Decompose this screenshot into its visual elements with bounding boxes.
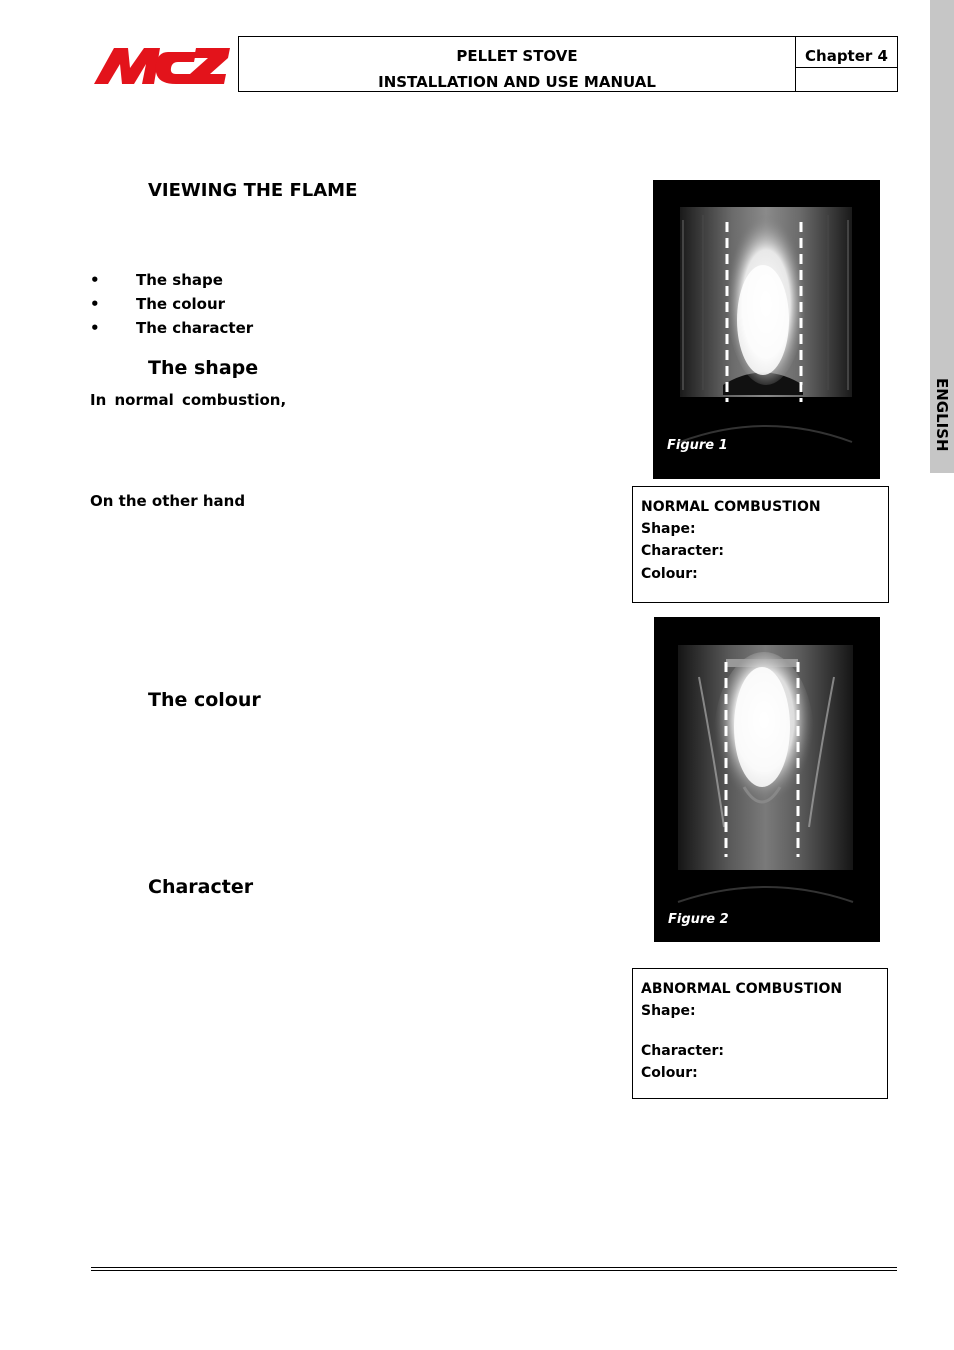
footer-rule (91, 1270, 897, 1271)
other-hand-lead-text: On the other hand (90, 492, 246, 510)
abnormal-combustion-title: ABNORMAL COMBUSTION (641, 981, 843, 997)
abnormal-colour-label: Colour: (641, 1065, 698, 1081)
abnormal-shape-label: Shape: (641, 1003, 696, 1019)
normal-character-label: Character: (641, 543, 725, 559)
normal-combustion-box (632, 486, 889, 603)
list-item: • The shape (90, 271, 223, 289)
figure-1-photo (653, 180, 880, 479)
language-label: ENGLISH (933, 378, 951, 452)
mcz-logo (92, 44, 232, 86)
chapter-box (795, 36, 898, 92)
shape-heading: The shape (148, 357, 259, 379)
figure-1-caption: Figure 1 (667, 438, 728, 453)
list-item: • The character (90, 319, 254, 337)
figure-2-photo (654, 617, 880, 942)
header-title-line1: PELLET STOVE (456, 47, 578, 65)
footer-rule (91, 1267, 897, 1268)
abnormal-character-label: Character: (641, 1043, 725, 1059)
language-tab (930, 0, 954, 473)
colour-heading: The colour (148, 689, 261, 711)
chapter-label: Chapter 4 (796, 37, 897, 68)
header-title-line2: INSTALLATION AND USE MANUAL (378, 73, 656, 91)
normal-shape-label: Shape: (641, 521, 696, 537)
figure-2-caption: Figure 2 (668, 912, 729, 927)
header-title-box (238, 36, 796, 92)
list-item: • The colour (90, 295, 226, 313)
abnormal-combustion-box (632, 968, 888, 1099)
shape-lead-text: In normal combustion, (90, 391, 287, 409)
section-title: VIEWING THE FLAME (148, 180, 358, 201)
character-heading: Character (148, 876, 254, 898)
normal-combustion-title: NORMAL COMBUSTION (641, 499, 821, 515)
normal-colour-label: Colour: (641, 566, 698, 582)
